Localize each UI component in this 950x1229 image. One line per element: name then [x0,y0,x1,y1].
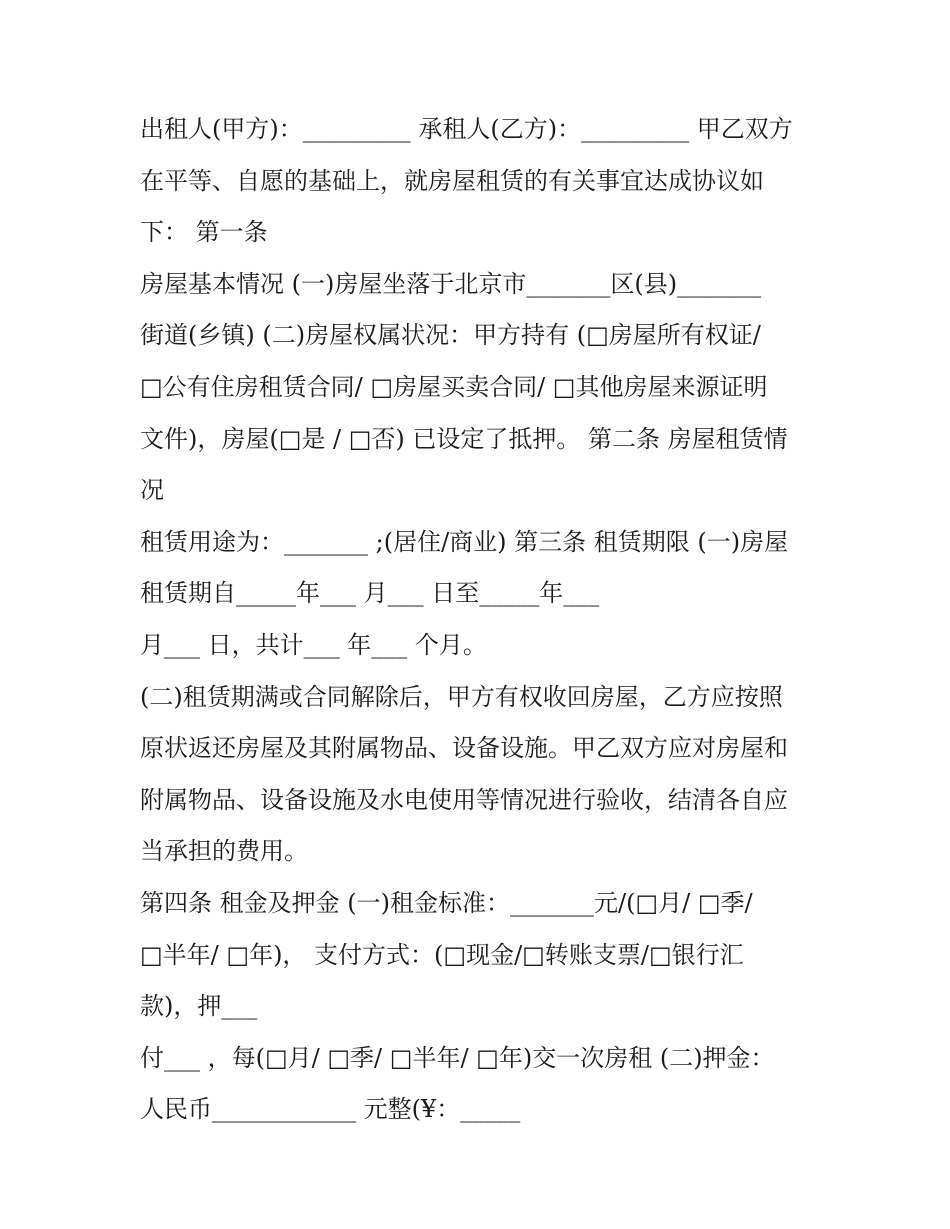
text-line: 下： 第一条 [140,218,268,247]
text-line: 房屋基本情况 (一)房屋坐落于北京市_______区(县)_______ [140,269,762,298]
text-line: 文件)，房屋(□是 / □否) 已设定了抵押。 第二条 房屋租赁情 [140,424,788,453]
text-line: 款)，押___ [140,992,258,1021]
text-line: 租赁期自_____年___ 月___ 日至_____年___ [140,579,600,608]
text-line: 第四条 租金及押金 (一)租金标准：_______元/(□月/ □季/ [140,888,753,917]
text-line: 出租人(甲方)：_________ 承租人(乙方)：_________ 甲乙双方 [140,115,793,143]
text-line: 况 [140,476,164,505]
text-line: 当承担的费用。 [140,837,308,866]
text-line: 付___ ，每(□月/ □季/ □半年/ □年)交一次房租 (二)押金： [140,1043,775,1072]
text-line: 在平等、自愿的基础上，就房屋租赁的有关事宜达成协议如 [140,166,764,195]
text-line: 原状返还房屋及其附属物品、设备设施。甲乙双方应对房屋和 [140,734,788,763]
text-line: 月___ 日，共计___ 年___ 个月。 [140,630,487,659]
text-line: 附属物品、设备设施及水电使用等情况进行验收，结清各自应 [140,785,788,814]
text-line: 街道(乡镇) (二)房屋权属状况：甲方持有 (□房屋所有权证/ [140,321,761,350]
text-line: □公有住房租赁合同/ □房屋买卖合同/ □其他房屋来源证明 [140,372,768,401]
text-line: □半年/ □年)， 支付方式：(□现金/□转账支票/□银行汇 [140,940,744,969]
text-line: 租赁用途为：_______ ;(居住/商业) 第三条 租赁期限 (一)房屋 [140,527,789,556]
text-line: (二)租赁期满或合同解除后，甲方有权收回房屋，乙方应按照 [140,682,783,711]
contract-body [140,104,820,1136]
text-line: 人民币____________ 元整(¥：_____ [140,1095,521,1124]
